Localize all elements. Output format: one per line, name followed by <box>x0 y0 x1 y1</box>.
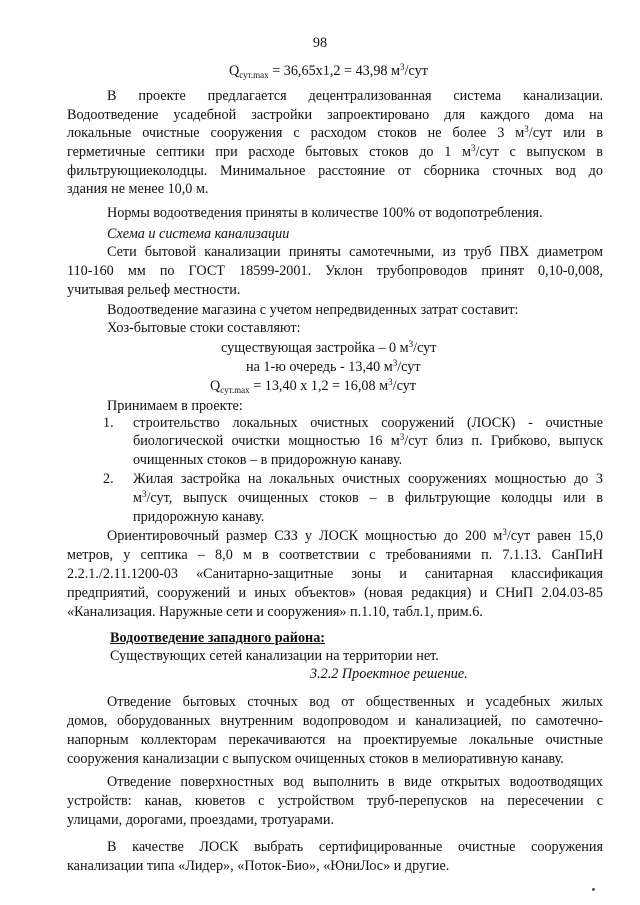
list-item-2-line-3: придорожную канаву. <box>133 509 265 525</box>
para-5-line-2: устройств: канав, кюветов с устройством труб-перепусков на пересечении с <box>67 793 603 809</box>
scheme-heading: Схема и система канализации <box>107 226 290 242</box>
household-line: Хоз-бытовые стоки составляют: <box>107 320 301 336</box>
para-5-line-3: улицами, дорогами, проездами, тротуарами. <box>67 812 335 828</box>
para-6-line-2: канализации типа «Лидер», «Поток-Био», «ЮниЛос» и другие. <box>67 858 450 874</box>
para-1-line-2: Водоотведение усадебной застройки запроектировано для каждого дома на <box>67 107 603 123</box>
para-1-line-1: В проекте предлагается децентрализованная система канализации. <box>107 88 603 104</box>
para-3-line-2: метров, у септика – 8,0 м в соответствии с требованиями п. 7.1.13. СанПиН <box>67 547 603 563</box>
accepted-label: Принимаем в проекте: <box>107 398 243 414</box>
formula-q-max-1: $Q_{сут.max} = 36,65x1,2 = 43,98$ $м^3$/сут <box>229 62 428 80</box>
scan-speck <box>592 888 595 891</box>
list-item-1-number: 1. <box>103 415 114 431</box>
para-2-line-1: Сети бытовой канализации приняты самотечными, из труб ПВХ диаметром <box>107 244 603 260</box>
para-1-line-5: фильтрующиеколодцы. Минимальное расстояние от сборника сточных вод до <box>67 163 603 179</box>
page-number: 98 <box>312 35 328 51</box>
west-no-networks: Существующих сетей канализации на территории нет. <box>110 648 439 664</box>
shop-line: Водоотведение магазина с учетом непредвиденных затрат составит: <box>107 302 519 318</box>
para-3-line-1: Ориентировочный размер СЗЗ у ЛОСК мощностью до 200 $м^3$/сут равен 15,0 <box>107 527 604 544</box>
norms-text: Нормы водоотведения приняты в количестве 100% от водопотребления. <box>107 205 543 221</box>
para-3-line-4: предприятий, сооружений и иных объектов» (новая редакция) и СНиП 2.04.03-85 <box>67 585 603 601</box>
para-2-line-3: учитывая рельеф местности. <box>67 282 241 298</box>
formula-q-max-2: $Q_{сут.max} = 13,40$ х 1,2 = 16,08 $м^3$/сут <box>210 377 416 395</box>
list-item-1-line-3: очищенных стоков – в придорожную канаву. <box>133 452 403 468</box>
list-item-1-line-1: строительство локальных очистных сооружений (ЛОСК) - очистные <box>133 415 603 431</box>
para-3-line-5: «Канализация. Наружные сети и сооружения» п.1.10, табл.1, прим.6. <box>67 604 483 620</box>
para-2-line-2: 110-160 мм по ГОСТ 18599-2001. Уклон трубопроводов принят 0,10-0,008, <box>67 263 603 279</box>
list-item-2-line-1: Жилая застройка на локальных очистных сооружениях мощностью до 3 <box>133 471 603 487</box>
existing-development: существующая застройка – 0 $м^3$/сут <box>221 339 437 356</box>
para-4-line-1: Отведение бытовых сточных вод от общественных и усадебных жилых <box>107 694 603 710</box>
first-stage: на 1-ю очередь - 13,40 $м^3$/сут <box>246 358 421 375</box>
para-5-line-1: Отведение поверхностных вод выполнить в виде открытых водоотводящих <box>107 774 603 790</box>
para-1-line-3: локальные очистные сооружения с расходом стоков не более 3 $м^3$/сут или в <box>67 124 603 141</box>
para-1-line-4: герметичные септики при расходе бытовых стоков до 1 $м^3$/сут с выпуском в <box>67 143 603 160</box>
para-4-line-2: домов, оборудованных внутренним водопроводом и канализацией, по самотечно- <box>67 713 603 729</box>
para-4-line-3: напорным коллекторам перекачиваются на проектируемые локальные очистные <box>67 732 603 748</box>
para-1-line-6: здания не менее 10,0 м. <box>67 181 209 197</box>
para-4-line-4: сооружения канализации с выпуском очищенных стоков в мелиоративную канаву. <box>67 751 564 767</box>
list-item-2-line-2: $м^3$/сут, выпуск очищенных стоков – в фильтрующие колодцы или в <box>133 489 603 506</box>
para-6-line-1: В качестве ЛОСК выбрать сертифицированные очистные сооружения <box>107 839 603 855</box>
list-item-1-line-2: биологической очистки мощностью 16 $м^3$/сут близ п. Грибково, выпуск <box>133 432 603 449</box>
list-item-2-number: 2. <box>103 471 114 487</box>
west-district-heading: Водоотведение западного района: <box>110 630 326 646</box>
para-3-line-3: 2.2.1./2.11.1200-03 «Санитарно-защитные зоны и санитарная классификация <box>67 566 603 582</box>
design-heading: 3.2.2 Проектное решение. <box>310 666 468 682</box>
